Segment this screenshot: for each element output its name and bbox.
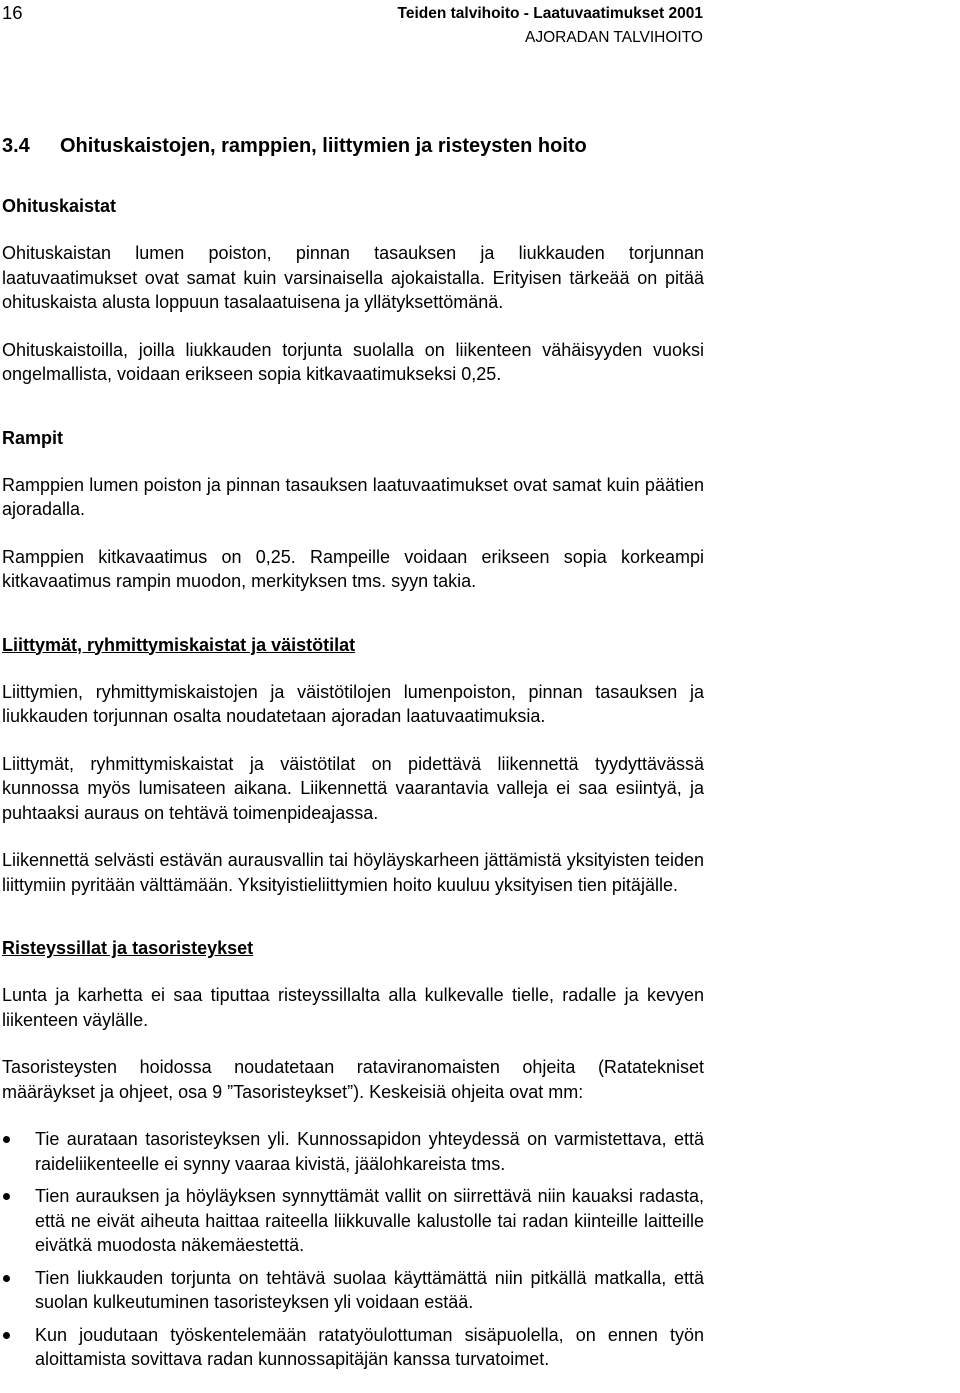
bullet-icon	[3, 1275, 10, 1282]
bullet-list	[2, 1127, 704, 1372]
section-heading	[2, 134, 704, 158]
page-content	[2, 134, 704, 1372]
subsection-heading-rampit: Rampit	[2, 427, 64, 448]
paragraph: Ramppien lumen poiston ja pinnan tasauksen laatuvaatimukset ovat samat kuin päätien ajoradalla.	[2, 474, 704, 519]
bullet-icon	[3, 1193, 10, 1200]
paragraph: Ramppien kitkavaatimus on 0,25. Rampeille voidaan erikseen sopia korkeampi kitkavaatimus rampin muodon, merkityksen tms. syyn takia.	[2, 546, 704, 591]
paragraph: Liittymien, ryhmittymiskaistojen ja väistötilojen lumenpoiston, pinnan tasauksen ja liukkauden torjunnan osalta noudatetaan ajoradan laatuvaatimuksia.	[2, 681, 704, 726]
paragraph: Liittymät, ryhmittymiskaistat ja väistötilat on pidettävä liikennettä tyydyttävässä kunnossa myös lumisateen aikana. Liikennettä vaarantavia valleja ei saa esiintyä, ja puhtaaksi auraus on tehtävä toimenpideajassa.	[2, 753, 704, 823]
subsection-heading-risteyssillat: Risteyssillat ja tasoristeykset	[2, 938, 254, 958]
chapter-title: AJORADAN TALVIHOITO	[524, 29, 703, 46]
list-item	[2, 1266, 704, 1315]
paragraph: Liikennettä selvästi estävän aurausvallin tai höyläyskarheen jättämistä yksityisten teiden liittymiin pyritään välttämään. Yksityistieliittymien hoito kuuluu yksityisen tien pitäjälle.	[2, 850, 704, 895]
paragraph: Tasoristeysten hoidossa noudatetaan rataviranomaisten ohjeita (Ratatekniset määräykset ja ohjeet, osa 9 ”Tasoristeykset”). Keskeisiä ohjeita ovat mm:	[2, 1057, 704, 1102]
running-header	[398, 2, 704, 50]
list-item-text: Tien aurauksen ja höyläyksen synnyttämät vallit on siirrettävä niin kauaksi radasta, että ne eivät aiheuta haittaa raiteella liikkuvalle kalustolle tai radan kiinteille laitteille eivätkä muodosta näkemäestettä.	[35, 1186, 704, 1255]
section-number: 3.4	[2, 135, 30, 157]
document-title: Teiden talvihoito - Laatuvaatimukset 2001	[397, 5, 703, 22]
subsection-heading-ohituskaistat: Ohituskaistat	[2, 196, 117, 216]
list-item	[2, 1184, 704, 1258]
list-item	[2, 1127, 704, 1176]
list-item	[2, 1323, 704, 1372]
section-title: Ohituskaistojen, ramppien, liittymien ja risteysten hoito	[60, 135, 587, 157]
subsection-heading-liittymat: Liittymät, ryhmittymiskaistat ja väistötilat	[2, 634, 356, 655]
list-item-text: Kun joudutaan työskentelemään ratatyöulottuman sisäpuolella, on ennen työn aloittamista sovittava radan kunnossapitäjän kanssa turvatoimet.	[35, 1324, 704, 1369]
bullet-icon	[3, 1332, 10, 1339]
paragraph: Lunta ja karhetta ei saa tiputtaa risteyssillalta alla kulkevalle tielle, radalle ja kevyen liikenteen väylälle.	[2, 985, 704, 1030]
list-item-text: Tie aurataan tasoristeyksen yli. Kunnossapidon yhteydessä on varmistettava, että raideliikenteelle ei synny vaaraa kivistä, jäälohkareista tms.	[35, 1129, 704, 1174]
list-item-text: Tien liukkauden torjunta on tehtävä suolaa käyttämättä niin pitkällä matkalla, että suolan kulkeutuminen tasoristeyksen yli voidaan estää.	[35, 1267, 704, 1312]
bullet-icon	[3, 1136, 10, 1143]
page-number: 16	[2, 2, 23, 23]
paragraph: Ohituskaistoilla, joilla liukkauden torjunta suolalla on liikenteen vähäisyyden vuoksi ongelmallista, voidaan erikseen sopia kitkavaatimukseksi 0,25.	[2, 339, 704, 384]
paragraph: Ohituskaistan lumen poiston, pinnan tasauksen ja liukkauden torjunnan laatuvaatimukset ovat samat kuin varsinaisella ajokaistalla. Erityisen tärkeää on pitää ohituskaista alusta loppuun tasalaatuisena ja yllätyksettömänä.	[2, 243, 704, 312]
